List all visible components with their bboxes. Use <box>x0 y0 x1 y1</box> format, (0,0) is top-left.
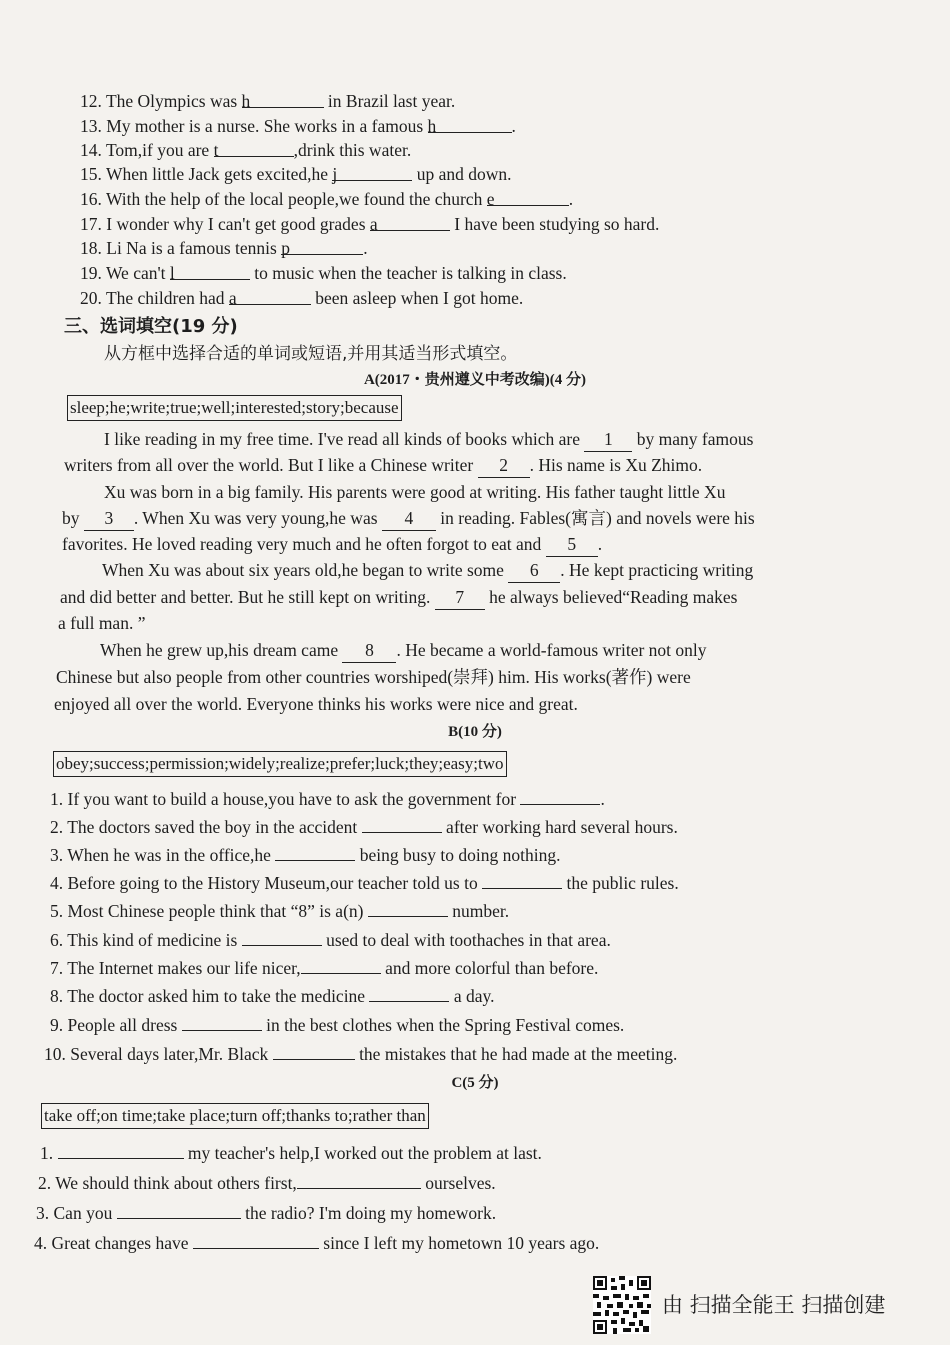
answer-blank[interactable] <box>241 89 324 111</box>
question-text: number. <box>452 901 510 921</box>
answer-blank[interactable] <box>117 1200 241 1219</box>
first-letter-hint: j <box>332 164 338 184</box>
passage-text: Chinese but also people from other countries worshiped(崇拜) him. His works(著作) were <box>56 667 691 687</box>
answer-blank[interactable] <box>182 1012 262 1031</box>
passage-text: writers from all over the world. But I like a Chinese writer <box>64 455 474 475</box>
question-text: Li Na is a famous tennis <box>106 238 277 258</box>
question-text: my teacher's help,I worked out the problem at last. <box>187 1143 542 1163</box>
word-bank-c: take off;on time;take place;turn off;thanks to;rather than <box>41 1103 429 1129</box>
question-b7 <box>50 955 598 980</box>
passage-text: When Xu was about six years old,he began to write some <box>102 560 504 580</box>
scanner-label: 由 扫描全能王 扫描创建 <box>662 1293 886 1317</box>
first-letter-hint: p <box>281 238 290 258</box>
question-text: The Olympics was <box>105 91 238 111</box>
part-c-title: C(5 分) <box>451 1075 499 1091</box>
question-16 <box>80 187 573 211</box>
question-text: Tom,if you are <box>105 140 210 160</box>
question-b8 <box>50 983 494 1008</box>
first-letter-hint: h <box>427 116 437 136</box>
passage-text: . When Xu was very young,he was <box>133 508 378 528</box>
numbered-blank[interactable]: 3 <box>84 506 134 531</box>
question-text: I have been studying so hard. <box>454 214 660 234</box>
question-text: Can you <box>53 1203 113 1223</box>
question-text: after working hard several hours. <box>446 817 678 837</box>
part-a-title: A(2017・贵州遵义中考改编)(4 分) <box>363 372 587 388</box>
question-text: When he was in the office,he <box>67 845 271 865</box>
question-number: 2. <box>50 817 64 837</box>
question-text: used to deal with toothaches in that area. <box>326 930 611 950</box>
question-number: 1. <box>50 789 64 809</box>
first-letter-hint: h <box>241 91 251 111</box>
part-b-title: B(10 分) <box>448 724 502 740</box>
passage-text: When he grew up,his dream came <box>100 640 339 660</box>
passage-line <box>54 692 578 716</box>
numbered-blank[interactable]: 6 <box>508 558 560 583</box>
question-c2 <box>38 1170 496 1195</box>
question-text: . <box>568 189 574 209</box>
question-text: The Internet makes our life nicer, <box>67 958 301 978</box>
question-number: 14. <box>80 140 102 160</box>
question-number: 12. <box>80 91 102 111</box>
question-text: being busy to doing nothing. <box>359 845 561 865</box>
question-text: People all dress <box>67 1015 178 1035</box>
numbered-blank[interactable]: 2 <box>478 453 530 478</box>
passage-text: . He became a world-famous writer not only <box>396 640 707 660</box>
first-letter-hint: a <box>369 214 378 234</box>
first-letter-hint: l <box>169 263 175 283</box>
question-text: . <box>363 238 368 258</box>
question-text: the mistakes that he had made at the meeting. <box>359 1044 678 1064</box>
passage-text: . He kept practicing writing <box>560 560 754 580</box>
passage-line <box>104 480 725 504</box>
numbered-blank[interactable]: 1 <box>584 427 632 452</box>
question-text: With the help of the local people,we found the church <box>105 189 483 209</box>
numbered-blank[interactable]: 7 <box>435 585 485 610</box>
first-letter-hint: a <box>228 288 237 308</box>
question-text: in the best clothes when the Spring Festival comes. <box>266 1015 625 1035</box>
passage-text: he always believed“Reading makes <box>489 587 738 607</box>
first-letter-hint: e <box>486 189 495 209</box>
question-text: a day. <box>453 986 495 1006</box>
numbered-blank[interactable]: 5 <box>546 532 598 557</box>
answer-blank[interactable] <box>228 286 311 308</box>
question-text: We can't <box>105 263 166 283</box>
question-15 <box>80 162 512 186</box>
answer-blank[interactable] <box>368 898 448 917</box>
passage-text: . <box>597 534 603 554</box>
question-text: The doctors saved the boy in the accident <box>67 817 358 837</box>
answer-blank[interactable] <box>169 261 250 283</box>
question-number: 19. <box>80 263 102 283</box>
question-13 <box>80 114 516 138</box>
question-number: 1. <box>40 1143 54 1163</box>
question-b2 <box>50 814 678 839</box>
question-number: 3. <box>36 1203 50 1223</box>
passage-text: I like reading in my free time. I've read all kinds of books which are <box>104 429 580 449</box>
question-text: Great changes have <box>51 1233 189 1253</box>
numbered-blank[interactable]: 8 <box>342 638 396 663</box>
passage-line <box>104 427 753 452</box>
question-b10 <box>44 1041 677 1066</box>
first-letter-hint: t <box>213 140 219 160</box>
answer-blank[interactable] <box>482 870 562 889</box>
passage-text: a full man. ” <box>58 613 146 633</box>
answer-blank[interactable] <box>369 983 449 1002</box>
question-number: 3. <box>50 845 64 865</box>
question-b1 <box>50 786 605 811</box>
passage-text: favorites. He loved reading very much and he often forgot to eat and <box>62 534 542 554</box>
question-text: the radio? I'm doing my homework. <box>245 1203 497 1223</box>
question-number: 18. <box>80 238 102 258</box>
question-17 <box>80 212 659 236</box>
answer-blank[interactable] <box>362 814 442 833</box>
answer-blank[interactable] <box>281 236 363 258</box>
question-number: 4. <box>34 1233 48 1253</box>
question-text: been asleep when I got home. <box>315 288 524 308</box>
section-instruction: 从方框中选择合适的单词或短语,并用其适当形式填空。 <box>104 344 518 364</box>
question-number: 16. <box>80 189 102 209</box>
question-b6 <box>50 927 611 952</box>
question-number: 8. <box>50 986 64 1006</box>
section-title: 三、选词填空(19 分) <box>64 316 238 337</box>
passage-line <box>62 532 602 557</box>
question-number: 5. <box>50 901 64 921</box>
answer-blank[interactable] <box>275 842 355 861</box>
passage-text: by <box>62 508 80 528</box>
question-number: 17. <box>80 214 102 234</box>
passage-text: in reading. Fables(寓言) and novels were his <box>440 508 755 528</box>
question-number: 20. <box>80 288 102 308</box>
passage-line <box>64 453 702 478</box>
question-19 <box>80 261 567 285</box>
passage-text: and did better and better. But he still kept on writing. <box>60 587 431 607</box>
question-text: since I left my hometown 10 years ago. <box>323 1233 600 1253</box>
question-text: The doctor asked him to take the medicine <box>67 986 366 1006</box>
question-text: This kind of medicine is <box>67 930 238 950</box>
answer-blank[interactable] <box>242 927 322 946</box>
qr-code-icon <box>593 1276 651 1334</box>
numbered-blank[interactable]: 4 <box>382 506 436 531</box>
question-text: . <box>511 116 516 136</box>
word-bank-b: obey;success;permission;widely;realize;prefer;luck;they;easy;two <box>53 751 507 777</box>
answer-blank[interactable] <box>520 786 600 805</box>
question-b9 <box>50 1012 624 1037</box>
question-text: Before going to the History Museum,our teacher told us to <box>67 873 478 893</box>
question-text: We should think about others first, <box>55 1173 297 1193</box>
question-text: and more colorful than before. <box>385 958 599 978</box>
question-12 <box>80 89 455 113</box>
question-number: 4. <box>50 873 64 893</box>
question-text: I wonder why I can't get good grades <box>106 214 366 234</box>
passage-text: . His name is Xu Zhimo. <box>529 455 703 475</box>
question-text: My mother is a nurse. She works in a famous <box>106 116 424 136</box>
question-text: ,drink this water. <box>293 140 412 160</box>
answer-blank[interactable] <box>301 955 381 974</box>
passage-text: Xu was born in a big family. His parents were good at writing. His father taught little Xu <box>104 482 726 502</box>
answer-blank[interactable] <box>486 187 569 209</box>
passage-text: by many famous <box>636 429 754 449</box>
answer-blank[interactable] <box>193 1230 319 1249</box>
question-text: When little Jack gets excited,he <box>105 164 329 184</box>
passage-line <box>60 585 737 610</box>
question-number: 9. <box>50 1015 64 1035</box>
question-text: in Brazil last year. <box>327 91 456 111</box>
question-number: 2. <box>38 1173 52 1193</box>
question-c3 <box>36 1200 496 1225</box>
question-20 <box>80 286 523 310</box>
word-bank-a: sleep;he;write;true;well;interested;story;because <box>67 395 402 421</box>
question-number: 15. <box>80 164 102 184</box>
question-number: 6. <box>50 930 64 950</box>
answer-blank[interactable] <box>427 114 512 136</box>
answer-blank[interactable] <box>297 1170 421 1189</box>
question-text: the public rules. <box>566 873 679 893</box>
question-b3 <box>50 842 560 867</box>
passage-line <box>102 558 753 583</box>
question-b5 <box>50 898 509 923</box>
question-text: Several days later,Mr. Black <box>70 1044 269 1064</box>
answer-blank[interactable] <box>369 212 450 234</box>
question-b4 <box>50 870 679 895</box>
passage-line <box>56 665 691 689</box>
question-number: 10. <box>44 1044 66 1064</box>
answer-blank[interactable] <box>332 162 412 184</box>
passage-line <box>58 611 145 635</box>
question-text: up and down. <box>416 164 512 184</box>
answer-blank[interactable] <box>58 1140 184 1159</box>
question-text: . <box>600 789 605 809</box>
passage-line <box>62 506 755 531</box>
question-text: If you want to build a house,you have to ask the government for <box>67 789 517 809</box>
question-c4 <box>34 1230 599 1255</box>
question-number: 7. <box>50 958 64 978</box>
passage-text: enjoyed all over the world. Everyone thinks his works were nice and great. <box>54 694 578 714</box>
question-number: 13. <box>80 116 102 136</box>
question-text: ourselves. <box>425 1173 496 1193</box>
question-c1 <box>40 1140 542 1165</box>
question-text: to music when the teacher is talking in class. <box>254 263 567 283</box>
question-text: Most Chinese people think that “8” is a(n) <box>67 901 364 921</box>
passage-line <box>100 638 707 663</box>
answer-blank[interactable] <box>273 1041 355 1060</box>
question-text: The children had <box>105 288 225 308</box>
question-18 <box>80 236 368 260</box>
question-14 <box>80 138 411 162</box>
answer-blank[interactable] <box>213 138 294 160</box>
